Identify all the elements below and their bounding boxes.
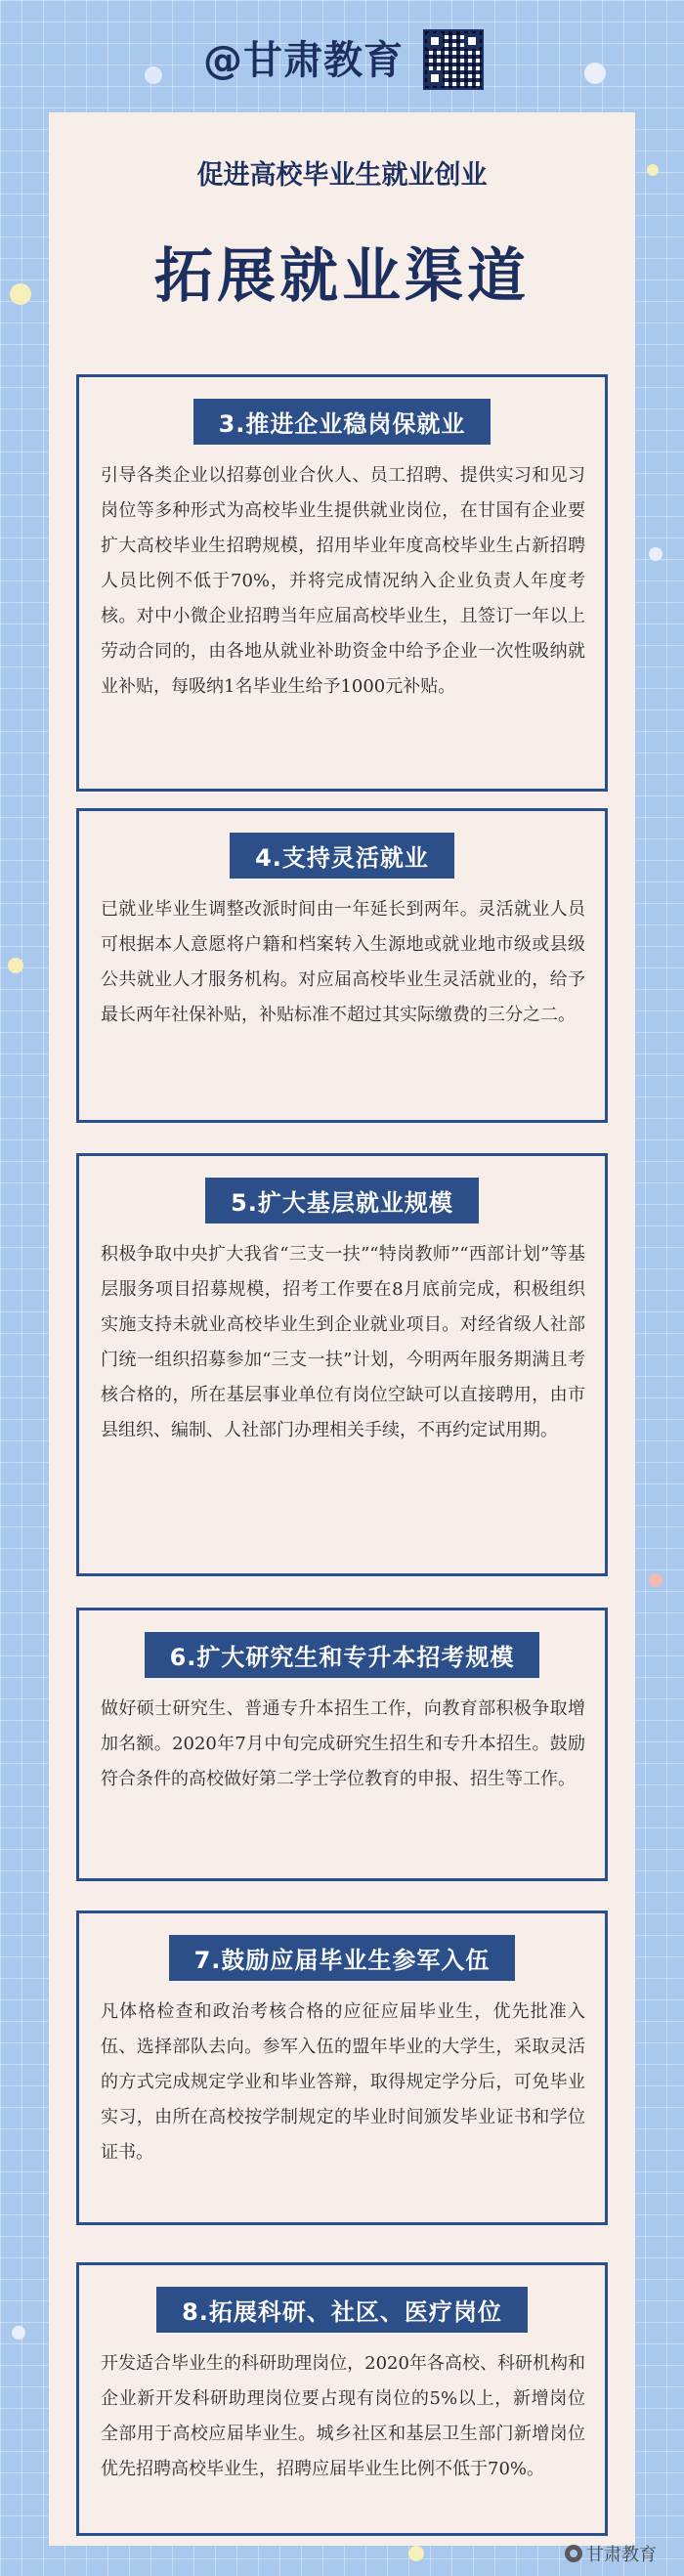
wechat-icon	[565, 2545, 582, 2562]
content-panel	[49, 112, 635, 2546]
decor-dot	[8, 958, 23, 973]
section-card-3	[76, 374, 608, 792]
section-title: 4.支持灵活就业	[230, 833, 454, 879]
decor-dot	[10, 283, 31, 305]
watermark	[565, 2541, 657, 2566]
decor-dot	[647, 164, 659, 176]
section-card-8	[76, 2262, 608, 2536]
section-card-5	[76, 1153, 608, 1576]
section-card-7	[76, 1911, 608, 2225]
section-body: 开发适合毕业生的科研助理岗位，2020年各高校、科研机构和企业新开发科研助理岗位要占现有岗位的5%以上，新增岗位全部用于高校应届毕业生。城乡社区和基层卫生部门新增岗位优先招聘高校毕业生，招聘应届毕业生比例不低于70%。	[101, 2353, 585, 2479]
decor-dot	[408, 2546, 424, 2561]
decor-dot	[649, 547, 663, 561]
section-title: 8.拓展科研、社区、医疗岗位	[156, 2287, 528, 2333]
section-title: 7.鼓励应届毕业生参军入伍	[169, 1935, 516, 1981]
header	[0, 0, 684, 107]
section-title: 3.推进企业稳岗保就业	[193, 399, 492, 445]
section-body: 积极争取中央扩大我省“三支一扶”“特岗教师”“西部计划”等基层服务项目招募规模，招考工作要在8月底前完成，积极组织实施支持未就业高校毕业生到企业就业项目。对经省级人社部门统一组织招募参加“三支一扶”计划，今明两年服务期满且考核合格的，所在基层事业单位有岗位空缺可以直接聘用，由市县组织、编制、人社部门办理相关手续，不再约定试用期。	[101, 1244, 585, 1440]
watermark-text: 甘肃教育	[586, 2545, 657, 2565]
section-body: 已就业毕业生调整改派时间由一年延长到两年。灵活就业人员可根据本人意愿将户籍和档案转入生源地或就业地市级或县级公共就业人才服务机构。对应届高校毕业生灵活就业的，给予最长两年社保补贴，补贴标准不超过其实际缴费的三分之二。	[101, 899, 585, 1025]
section-card-6	[76, 1608, 608, 1881]
section-body: 引导各类企业以招募创业合伙人、员工招聘、提供实习和见习岗位等多种形式为高校毕业生提供就业岗位，在甘国有企业要扩大高校毕业生招聘规模，招用毕业年度高校毕业生占新招聘人员比例不低于70%，并将完成情况纳入企业负责人年度考核。对中小微企业招聘当年应届高校毕业生，且签订一年以上劳动合同的，由各地从就业补助资金中给予企业一次性吸纳就业补贴，每吸纳1名毕业生给予1000元补贴。	[101, 465, 585, 697]
section-body: 做好硕士研究生、普通专升本招生工作，向教育部积极争取增加名额。2020年7月中旬完成研究生招生和专升本招生。鼓励符合条件的高校做好第二学士学位教育的申报、招生等工作。	[101, 1698, 585, 1789]
section-title: 5.扩大基层就业规模	[205, 1178, 479, 1224]
section-card-4	[76, 808, 608, 1123]
page-title: 拓展就业渠道	[154, 242, 530, 311]
section-body: 凡体格检查和政治考核合格的应征应届毕业生，优先批准入伍、选择部队去向。参军入伍的盟年毕业的大学生，采取灵活的方式完成规定学业和毕业答辩，取得规定学分后，可免毕业实习，由所在高校按学制规定的毕业时间颁发毕业证书和学位证书。	[101, 2001, 585, 2163]
account-handle: @甘肃教育	[203, 38, 404, 83]
qr-code-icon[interactable]	[423, 29, 484, 90]
page-subtitle: 促进高校毕业生就业创业	[196, 160, 488, 191]
decor-dot	[12, 2326, 25, 2340]
decor-dot	[649, 1573, 663, 1587]
section-title: 6.扩大研究生和专升本招考规模	[145, 1632, 540, 1678]
